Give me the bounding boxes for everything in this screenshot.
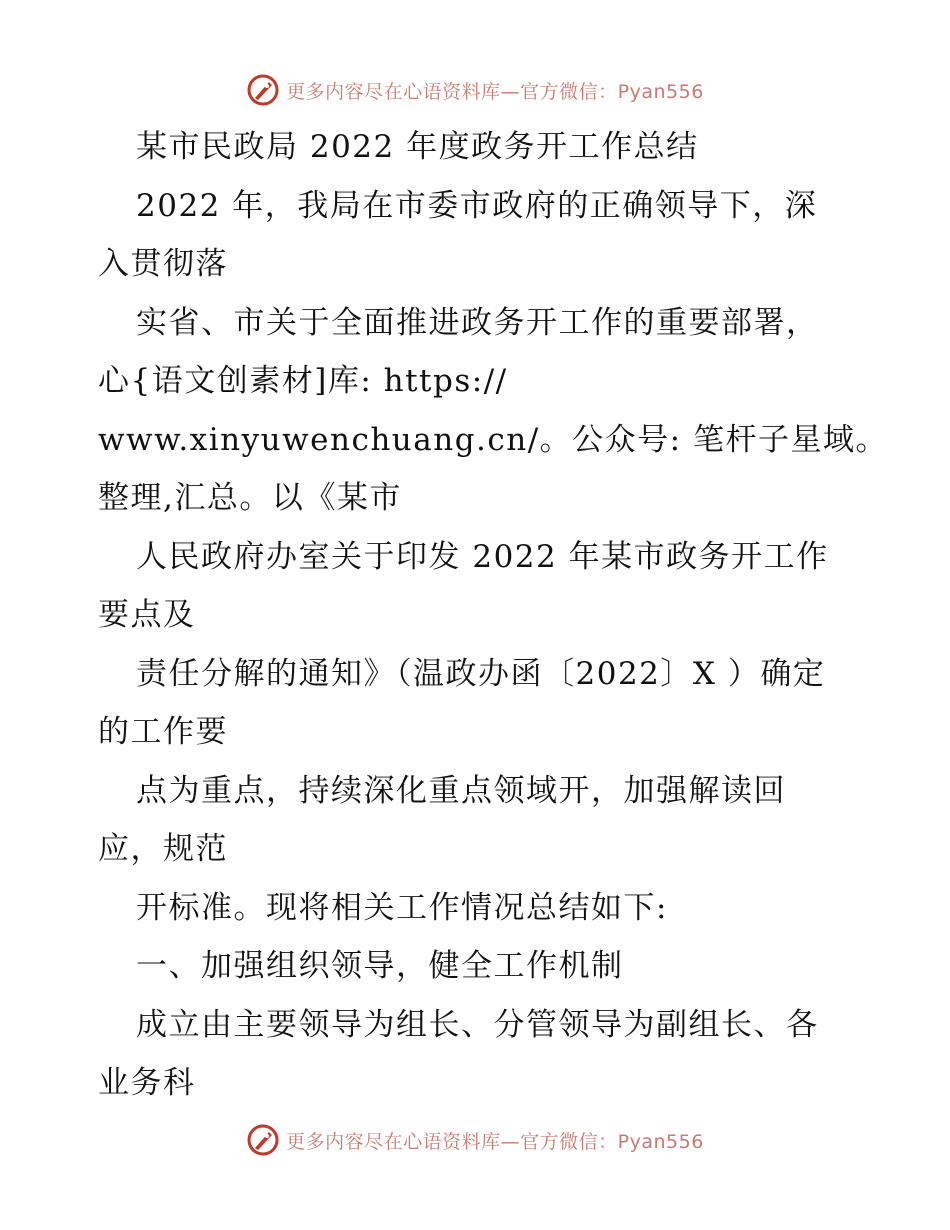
- document-line: 点为重点，持续深化重点领域开，加强解读回: [136, 772, 786, 809]
- header-watermark-text: 更多内容尽在心语资料库—官方微信：Pyan556: [286, 80, 704, 103]
- document-line: 入贯彻落: [98, 246, 228, 282]
- header-watermark-banner: [0, 70, 950, 110]
- document-line: 应，规范: [98, 831, 228, 867]
- document-body: [98, 118, 888, 1113]
- document-line: www.xinyuwenchuang.cn/。公众号: 笔杆子星域。: [98, 421, 888, 458]
- document-line: 实省、市关于全面推进政务开工作的重要部署，: [136, 304, 819, 341]
- document-line: 的工作要: [98, 714, 228, 750]
- document-line: 责任分解的通知》（温政办函〔2022〕X ）确定: [136, 655, 826, 692]
- document-line: 心{语文创素材]库: https://: [98, 363, 508, 399]
- footer-watermark-banner: [0, 1120, 950, 1160]
- document-line: 业务科: [98, 1065, 196, 1101]
- document-line: 某市民政局 2022 年度政务开工作总结: [136, 129, 699, 165]
- pen-nib-logo-icon: [246, 73, 280, 107]
- pen-nib-logo-icon: [246, 1123, 280, 1157]
- document-line: 成立由主要领导为组长、分管领导为副组长、各: [136, 1006, 819, 1043]
- footer-watermark-text: 更多内容尽在心语资料库—官方微信：Pyan556: [286, 1130, 704, 1153]
- document-line: 人民政府办室关于印发 2022 年某市政务开工作: [136, 538, 829, 575]
- document-line: 开标准。现将相关工作情况总结如下:: [136, 889, 668, 926]
- document-line: 要点及: [98, 597, 196, 633]
- document-line: 一、加强组织领导，健全工作机制: [136, 948, 624, 984]
- document-line: 2022 年，我局在市委市政府的正确领导下，深: [136, 187, 818, 224]
- document-line: 整理,汇总。以《某市: [98, 480, 402, 516]
